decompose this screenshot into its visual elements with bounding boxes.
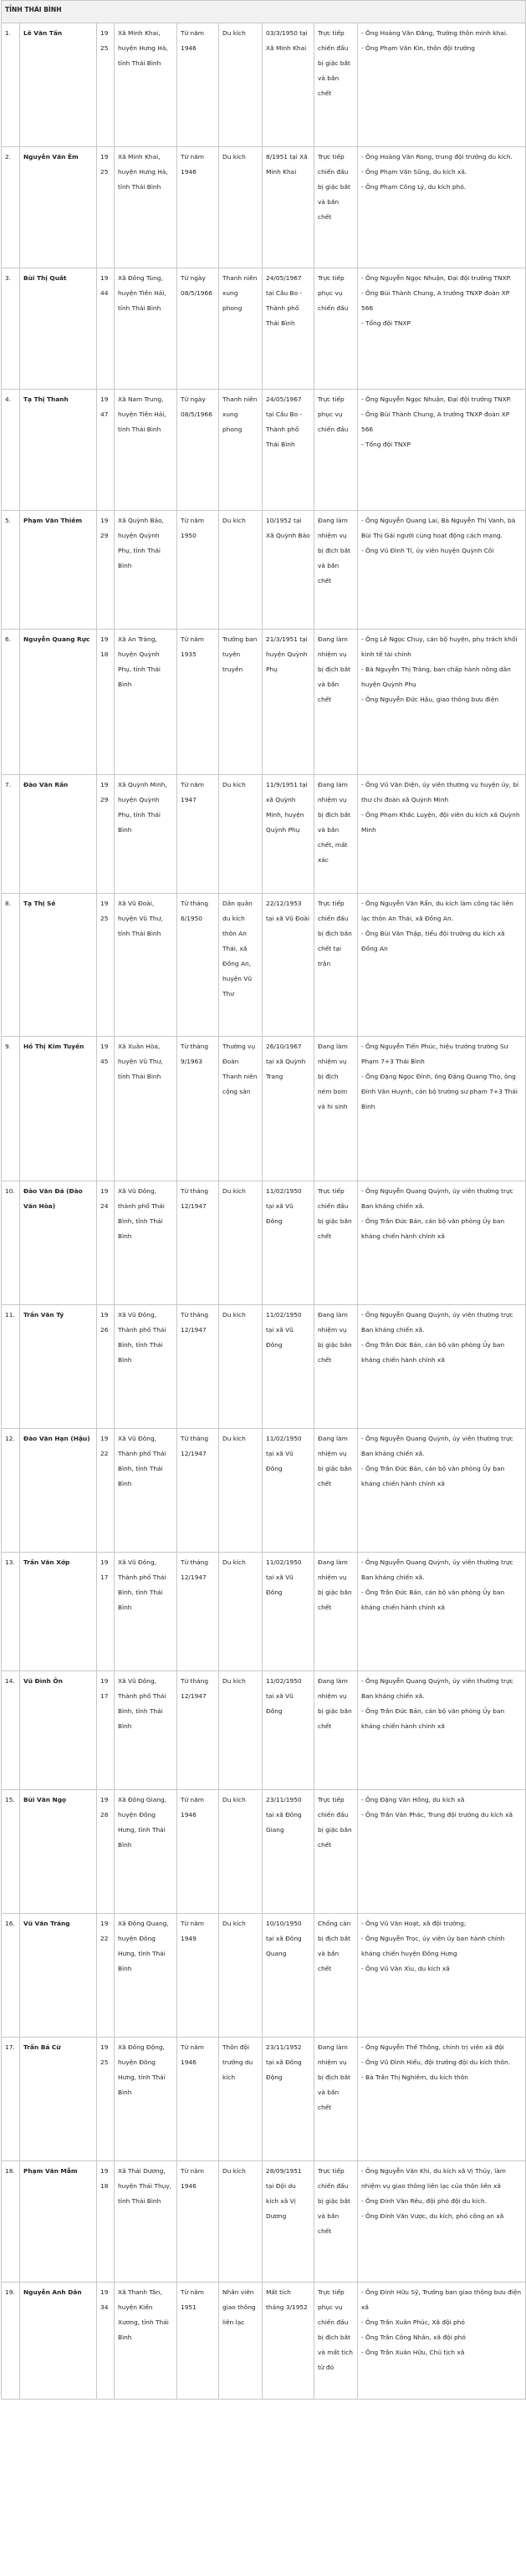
cell-hometown: Xã Minh Khai, huyện Hưng Hà, tỉnh Thái Bình [115,147,177,268]
cell-join-date: Từ năm 1950 [177,511,219,630]
cell-unit: Du kích [219,1914,263,2038]
cell-death-date: 21/3/1951 tại huyện Quỳnh Phụ [263,630,314,775]
cell-index: 14. [2,1671,20,1790]
table-row [2,1429,526,1553]
cell-join-date: Từ tháng 12/1947 [177,1553,219,1671]
cell-circumstance: Trực tiếp chiến đấu bị địch bắn chết tại trận [314,894,358,1037]
cell-join-date: Từ năm 1951 [177,2283,219,2400]
cell-name: Lê Văn Tấn [20,23,97,147]
cell-witnesses [358,23,526,147]
cell-circumstance: Đang làm nhiệm vụ bị giặc bắn chết [314,1553,358,1671]
cell-name: Nguyễn Anh Dân [20,2283,97,2400]
cell-circumstance: Đang làm nhiệm vụ bị địch bắt và bắn chết [314,630,358,775]
cell-hometown: Xã Đông Động, huyện Đông Hưng, tỉnh Thái Bình [115,2038,177,2161]
witness-line: - Ông Vũ Văn Xìu, du kích xã [361,1965,450,1972]
cell-witnesses [358,630,526,775]
witness-line: - Ông Nguyễn Trọc, ủy viên ủy ban hành chính kháng chiến huyện Đông Hưng [361,1935,505,1957]
witness-line: - Bà Nguyễn Thị Tràng, ban chấp hành nông dân huyện Quỳnh Phụ [361,666,511,688]
cell-index: 11. [2,1305,20,1429]
cell-unit: Du kích [219,1790,263,1914]
cell-index: 4. [2,390,20,511]
cell-birth-year: 1917 [97,1671,115,1790]
table-row [2,1671,526,1790]
cell-circumstance: Trực tiếp chiến đấu bị giặc bắt và bắn chết [314,2161,358,2283]
cell-unit: Du kích [219,1429,263,1553]
witness-line: - Ông Trần Đức Bản, cán bộ văn phòng Ủy ban kháng chiến hành chính xã [361,1589,505,1611]
cell-birth-year: 1917 [97,1553,115,1671]
witness-line: - Ông Nguyễn Quang Quỳnh, ủy viên thường trực Ban kháng chiến xã. [361,1311,513,1334]
cell-witnesses [358,1429,526,1553]
cell-death-date: 8/1951 tại Xã Minh Khai [263,147,314,268]
table-row [2,1181,526,1305]
cell-witnesses [358,1790,526,1914]
cell-circumstance: Trực tiếp chiến đấu bị giặc bắn chết [314,1181,358,1305]
cell-name: Bùi Thị Quất [20,268,97,390]
cell-index: 7. [2,775,20,894]
cell-hometown: Xã Xuân Hòa, huyện Vũ Thư, tỉnh Thái Bình [115,1037,177,1181]
table-row [2,2038,526,2161]
witness-line: - Ông Đặng Văn Hồng, du kích xã [361,1796,465,1803]
martyrs-table [1,0,526,2400]
witness-line: - Ông Nguyễn Quang Quỳnh, ủy viên thường trực Ban kháng chiến xã. [361,1187,513,1210]
cell-circumstance: Chống càn bị địch bắt và bắn chết [314,1914,358,2038]
cell-unit: Du kích [219,1671,263,1790]
cell-death-date: 22/12/1953 tại xã Vũ Đoài [263,894,314,1037]
cell-join-date: Từ tháng 12/1947 [177,1429,219,1553]
cell-death-date: 11/02/1950 tại xã Vũ Đông [263,1429,314,1553]
cell-name: Phạm Văn Thiêm [20,511,97,630]
cell-birth-year: 1922 [97,1914,115,2038]
witness-line: - Ông Hoàng Văn Rong, trung đội trưởng du kích. [361,153,513,161]
cell-witnesses [358,147,526,268]
cell-join-date: Từ năm 1946 [177,147,219,268]
witness-line: - Ông Nguyễn Quang Quỳnh, ủy viên thường trực Ban kháng chiến xã. [361,1435,513,1457]
witness-line: - Ông Nguyễn Văn Rẩn, du kích làm công tác liên lạc thôn An Thái, xã Đồng An. [361,900,513,922]
cell-death-date: 11/02/1950 tại xã Vũ Đông [263,1553,314,1671]
witness-line: - Tổng đội TNXP [361,319,411,327]
cell-death-date: 11/02/1950 tại xã Vũ Đông [263,1181,314,1305]
cell-witnesses [358,2038,526,2161]
cell-join-date: Từ tháng 12/1947 [177,1181,219,1305]
witness-line: - Ông Bùi Thành Chung, A trưởng TNXP đoàn XP 566 [361,411,510,433]
cell-unit: Trưởng ban tuyên truyền [219,630,263,775]
cell-join-date: Từ năm 1947 [177,775,219,894]
cell-join-date: Từ năm 1946 [177,2161,219,2283]
cell-hometown: Xã Thái Dương, huyện Thái Thụy, tỉnh Thái Bình [115,2161,177,2283]
cell-hometown: Xã Vũ Đông, Thành phố Thái Bình, tỉnh Thái Bình [115,1429,177,1553]
cell-witnesses [358,268,526,390]
cell-hometown: Xã An Tràng, huyện Quỳnh Phụ, tỉnh Thái Bình [115,630,177,775]
cell-index: 17. [2,2038,20,2161]
witness-line: - Ông Nguyễn Văn Khi, du kích xã Vị Thủy, làm nhiệm vụ giao thông liên lạc của thôn liên xã [361,2167,506,2190]
cell-name: Trần Bá Cừ [20,2038,97,2161]
cell-birth-year: 1922 [97,1429,115,1553]
cell-witnesses [358,1553,526,1671]
cell-index: 2. [2,147,20,268]
cell-birth-year: 1918 [97,2161,115,2283]
witness-line: - Ông Nguyễn Ngọc Nhuận, Đại đội trưởng TNXP. [361,274,512,282]
cell-index: 5. [2,511,20,630]
cell-hometown: Xã Vũ Đông, Thành phố Thái Bình, tỉnh Thái Bình [115,1553,177,1671]
cell-index: 13. [2,1553,20,1671]
witness-line: - Bà Trần Thị Nghiêm, du kích thôn [361,2074,468,2081]
cell-birth-year: 1929 [97,511,115,630]
witness-line: - Ông Trần Công Nhân, xã đội phó [361,2334,466,2341]
cell-birth-year: 1944 [97,268,115,390]
cell-witnesses [358,1305,526,1429]
cell-witnesses [358,1671,526,1790]
cell-join-date: Từ năm 1946 [177,1790,219,1914]
cell-hometown: Xã Quỳnh Minh, huyện Quỳnh Phụ, tỉnh Thái Bình [115,775,177,894]
cell-join-date: Từ tháng 12/1947 [177,1305,219,1429]
table-row [2,147,526,268]
table-row [2,1790,526,1914]
cell-join-date: Từ ngày 08/5/1966 [177,390,219,511]
cell-index: 6. [2,630,20,775]
cell-unit: Nhân viên giao thông liên lạc [219,2283,263,2400]
cell-hometown: Xã Đông Giang, huyện Đông Hưng, tỉnh Thái Bình [115,1790,177,1914]
witness-line: - Ông Lê Ngọc Chuy, cán bộ huyện, phụ trách khối kinh tế tài chính [361,635,518,658]
cell-join-date: Từ ngày 08/5/1966 [177,268,219,390]
table-row [2,1037,526,1181]
cell-birth-year: 1926 [97,1305,115,1429]
cell-name: Tạ Thị Thanh [20,390,97,511]
cell-witnesses [358,511,526,630]
table-row [2,1914,526,2038]
cell-name: Trần Văn Tý [20,1305,97,1429]
witness-line: - Ông Phạm Khắc Luyện, đội viên du kích xã Quỳnh Minh [361,811,520,834]
cell-name: Vũ Đình Ôn [20,1671,97,1790]
table-row [2,630,526,775]
witness-line: - Tổng đội TNXP [361,441,411,448]
cell-witnesses [358,1181,526,1305]
cell-birth-year: 1918 [97,630,115,775]
cell-circumstance: Trực tiếp chiến đấu bị giặc bắn chết [314,1790,358,1914]
cell-index: 8. [2,894,20,1037]
cell-witnesses [358,894,526,1037]
cell-name: Vũ Văn Tráng [20,1914,97,2038]
cell-name: Đào Văn Hạn (Hậu) [20,1429,97,1553]
cell-name: Hồ Thị Kim Tuyến [20,1037,97,1181]
cell-birth-year: 1925 [97,23,115,147]
cell-name: Bùi Văn Ngọ [20,1790,97,1914]
cell-unit: Du kích [219,775,263,894]
table-row [2,23,526,147]
cell-birth-year: 1934 [97,2283,115,2400]
cell-unit: Thanh niên xung phong [219,390,263,511]
cell-unit: Thường vụ Đoàn Thanh niên cộng sản [219,1037,263,1181]
cell-hometown: Xã Nam Trung, huyện Tiền Hải, tỉnh Thái Bình [115,390,177,511]
table-row [2,2283,526,2400]
witness-line: - Ông Nguyễn Quang Quỳnh, ủy viên thường trực Ban kháng chiến xã. [361,1677,513,1700]
table-row [2,390,526,511]
cell-circumstance: Đang làm nhiệm vụ bị giặc bắn chết [314,1305,358,1429]
witness-line: - Ông Vũ Đình Tí, ủy viên huyện Quỳnh Côi [361,547,494,554]
cell-unit: Dân quân du kích thôn An Thái, xã Đồng An, huyện Vũ Thư [219,894,263,1037]
witness-line: - Ông Trần Văn Phác, Trung đội trưởng du kích xã [361,1811,513,1819]
cell-death-date: 28/09/1951 tại Đội du kích xã Vị Dương [263,2161,314,2283]
cell-join-date: Từ năm 1946 [177,23,219,147]
table-row [2,1305,526,1429]
cell-join-date: Từ tháng 9/1963 [177,1037,219,1181]
cell-death-date: 03/3/1950 tại Xã Minh Khai [263,23,314,147]
cell-name: Đào Văn Đá (Đào Văn Hòa) [20,1181,97,1305]
cell-hometown: Xã Vũ Đông, Thành phố Thái Bình, tỉnh Thái Bình [115,1671,177,1790]
cell-death-date: 24/05/1967 tại Cầu Bo - Thành phố Thái Bình [263,268,314,390]
cell-witnesses [358,2283,526,2400]
cell-death-date: 26/10/1967 tại xã Quỳnh Trang [263,1037,314,1181]
cell-name: Tạ Thị Sẻ [20,894,97,1037]
cell-death-date: 11/02/1950 tại xã Vũ Đông [263,1305,314,1429]
province-title: TỈNH THÁI BÌNH [2,1,526,23]
cell-unit: Du kích [219,1305,263,1429]
cell-circumstance: Đang làm nhiệm vụ bị địch ném bom và hi sinh [314,1037,358,1181]
witness-line: - Ông Trần Xuân Hữu, Chủ tịch xã [361,2349,465,2356]
witness-line: - Ông Nguyễn Quang Lai, Bà Nguyễn Thị Vanh, bà Bùi Thị Gái người cùng hoạt động cách mạng. [361,517,516,539]
cell-name: Trần Văn Xớp [20,1553,97,1671]
table-row [2,775,526,894]
cell-death-date: 10/1952 tại Xã Quỳnh Bảo [263,511,314,630]
witness-line: - Ông Vũ Văn Hoạt, xã đội trưởng; [361,1920,467,1927]
cell-index: 19. [2,2283,20,2400]
cell-death-date: 11/02/1950 tại xã Vũ Đông [263,1671,314,1790]
cell-join-date: Từ năm 1949 [177,1914,219,2038]
table-row [2,1553,526,1671]
cell-death-date: 23/11/1950 tại xã Đông Giang [263,1790,314,1914]
cell-hometown: Xã Đông Tùng, huyện Tiền Hải, tỉnh Thái Bình [115,268,177,390]
cell-name: Đào Văn Rần [20,775,97,894]
cell-death-date: 24/05/1967 tại Cầu Bo - Thành phố Thái Bình [263,390,314,511]
cell-index: 10. [2,1181,20,1305]
cell-hometown: Xã Vũ Đông, thành phố Thái Bình, tỉnh Thái Bình [115,1181,177,1305]
cell-birth-year: 1925 [97,2038,115,2161]
witness-line: - Ông Đinh Văn Vược, du kích, phó công an xã [361,2212,504,2220]
cell-circumstance: Trực tiếp chiến đấu bị giặc bắt và bắn chết [314,147,358,268]
cell-death-date: 10/10/1950 tại xã Đông Quang [263,1914,314,2038]
cell-hometown: Xã Minh Khai, huyện Hưng Hà, tỉnh Thái Bình [115,23,177,147]
table-row [2,268,526,390]
cell-name: Phạm Văn Mẫm [20,2161,97,2283]
cell-join-date: Từ năm 1946 [177,2038,219,2161]
cell-birth-year: 1945 [97,1037,115,1181]
cell-circumstance: Trực tiếp phục vụ chiến đấu bị địch bắt và mất tích từ đó [314,2283,358,2400]
table-row [2,2161,526,2283]
witness-line: - Ông Đinh Văn Rêu, đội phó đội du kích. [361,2197,488,2205]
cell-index: 3. [2,268,20,390]
cell-witnesses [358,1914,526,2038]
cell-unit: Du kích [219,1553,263,1671]
cell-death-date: 11/9/1951 tại xã Quỳnh Minh, huyện Quỳnh Phụ [263,775,314,894]
cell-hometown: Xã Quỳnh Bảo, huyện Quỳnh Phụ, tỉnh Thái Bình [115,511,177,630]
cell-witnesses [358,2161,526,2283]
witness-line: - Ông Bùi Thành Chung, A trưởng TNXP đoàn XP 566 [361,289,510,312]
witness-line: - Ông Vũ Văn Diện, ủy viên thường vụ huyện ủy, bí thư chi đoàn xã Quỳnh Minh [361,781,519,803]
cell-unit: Du kích [219,511,263,630]
witness-line: - Ông Vũ Đình Hiếu, đội trưởng đội du kích thôn. [361,2058,511,2066]
cell-unit: Du kích [219,23,263,147]
witness-line: - Ông Trần Đức Bản, cán bộ văn phòng Ủy ban kháng chiến hành chính xã [361,1341,505,1364]
cell-circumstance: Trực tiếp phục vụ chiến đấu [314,390,358,511]
cell-witnesses [358,1037,526,1181]
cell-unit: Du kích [219,2161,263,2283]
cell-hometown: Xã Vũ Đông, Thành phố Thái Bình, tỉnh Thái Bình [115,1305,177,1429]
witness-line: - Ông Đinh Hữu Sỹ, Trưởng ban giao thông bưu điện xã [361,2288,522,2311]
cell-unit: Du kích [219,147,263,268]
province-header-row [2,1,526,23]
table-row [2,511,526,630]
cell-witnesses [358,775,526,894]
cell-index: 18. [2,2161,20,2283]
cell-index: 9. [2,1037,20,1181]
witness-line: - Ông Trần Đức Bản, cán bộ văn phòng Ủy ban kháng chiến hành chính xã [361,1217,505,1240]
cell-name: Nguyễn Quang Rực [20,630,97,775]
witness-line: - Ông Trần Xuân Phúc, Xã đội phó [361,2318,465,2326]
cell-circumstance: Đang làm nhiệm vụ bị giặc bắn chết [314,1429,358,1553]
cell-birth-year: 1925 [97,894,115,1037]
witness-line: - Ông Bùi Văn Thập, tiểu đội trưởng du kích xã Đồng An [361,930,505,952]
cell-circumstance: Đang làm nhiệm vụ bị giặc bắn chết [314,1671,358,1790]
witness-line: - Ông Nguyễn Quang Quỳnh, ủy viên thường trực Ban kháng chiến xã. [361,1558,513,1581]
cell-hometown: Xã Đông Quang, huyện Đông Hưng, tỉnh Thái Bình [115,1914,177,2038]
cell-birth-year: 1947 [97,390,115,511]
cell-death-date: 23/11/1952 tại xã Đông Động [263,2038,314,2161]
cell-birth-year: 1929 [97,775,115,894]
cell-index: 12. [2,1429,20,1553]
witness-line: - Ông Phạm Văn Kìn, thôn đội trưởng [361,44,475,52]
cell-hometown: Xã Thanh Tân, huyện Kiến Xương, tỉnh Thái Bình [115,2283,177,2400]
witness-line: - Ông Đặng Ngọc Đỉnh, ông Đặng Quang Thọ, ông Đinh Văn Huynh, cán bộ trường sư phạm 7+3 Thái Bình [361,1073,518,1110]
witness-line: - Ông Phạm Công Lý, du kích phó. [361,183,466,191]
cell-unit: Thanh niên xung phong [219,268,263,390]
cell-death-date: Mất tích tháng 3/1952 [263,2283,314,2400]
witness-line: - Ông Nguyễn Thế Thông, chính trị viên xã đội [361,2043,504,2051]
cell-birth-year: 1924 [97,1181,115,1305]
cell-circumstance: Trực tiếp phục vụ chiến đấu [314,268,358,390]
cell-circumstance: Đang làm nhiệm vụ bị địch bắt và bắn chết [314,511,358,630]
cell-join-date: Từ năm 1935 [177,630,219,775]
cell-index: 16. [2,1914,20,2038]
cell-circumstance: Đang làm nhiệm vụ bị địch bắt và bắn chết [314,2038,358,2161]
cell-index: 1. [2,23,20,147]
witness-line: - Ông Trần Đức Bản, cán bộ văn phòng Ủy ban kháng chiến hành chính xã [361,1707,505,1730]
cell-index: 15. [2,1790,20,1914]
witness-line: - Ông Hoàng Văn Đằng, Trưởng thôn minh khai. [361,29,508,37]
cell-unit: Du kích [219,1181,263,1305]
cell-birth-year: 1925 [97,147,115,268]
cell-join-date: Từ tháng 6/1950 [177,894,219,1037]
cell-birth-year: 1928 [97,1790,115,1914]
table-row [2,894,526,1037]
witness-line: - Ông Nguyễn Tiến Phúc, hiệu trưởng trường Sư Phạm 7+3 Thái Bình [361,1043,508,1065]
cell-circumstance: Đang làm nhiệm vụ bị địch bắt và bắn chết, mất xác [314,775,358,894]
cell-unit: Thôn đội trưởng du kích [219,2038,263,2161]
cell-name: Nguyễn Văn Êm [20,147,97,268]
witness-line: - Ông Phạm Văn Sũng, du kích xã. [361,168,467,176]
cell-join-date: Từ tháng 12/1947 [177,1671,219,1790]
cell-hometown: Xã Vũ Đoài, huyện Vũ Thư, tỉnh Thái Bình [115,894,177,1037]
cell-circumstance: Trực tiếp chiến đấu bị giặc bắt và bắn chết [314,23,358,147]
cell-witnesses [358,390,526,511]
witness-line: - Ông Nguyễn Đức Hậu, giao thông bưu điện [361,696,499,703]
witness-line: - Ông Trần Đức Bản, cán bộ văn phòng Ủy ban kháng chiến hành chính xã [361,1465,505,1487]
witness-line: - Ông Nguyễn Ngọc Nhuận, Đại đội trưởng TNXP. [361,395,512,403]
